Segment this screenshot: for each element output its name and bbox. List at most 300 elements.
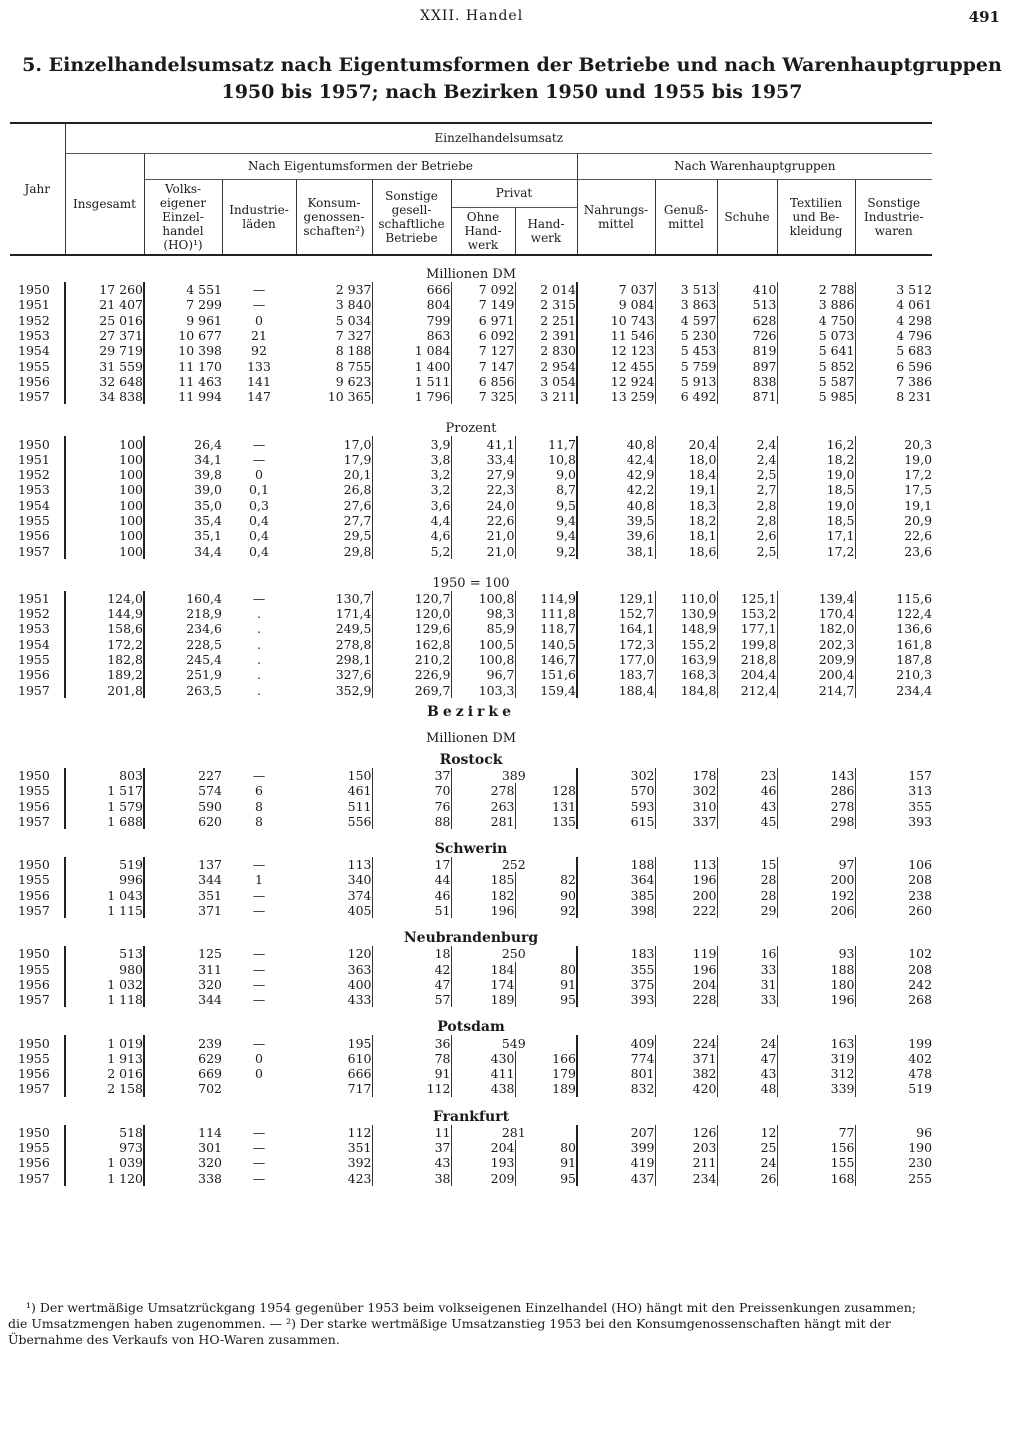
value-cell: 226,9 <box>372 667 451 682</box>
value-cell: 140,5 <box>515 637 577 652</box>
value-cell: 337 <box>655 814 717 829</box>
year-cell: 1955 <box>18 961 50 977</box>
year-cell: 1956 <box>18 1066 50 1082</box>
value-cell: 2,7 <box>717 482 777 497</box>
value-cell: 163,9 <box>655 652 717 667</box>
value-cell: 1 796 <box>372 389 451 404</box>
value-cell: 24 <box>717 1155 777 1170</box>
value-cell: 126 <box>655 1125 717 1140</box>
region-name-row <box>10 746 932 768</box>
value-cell: 98,3 <box>451 606 515 621</box>
value-cell: 352,9 <box>335 682 372 698</box>
header-sonstige-gesell: Sonstige gesell-schaftliche Betriebe <box>372 179 451 255</box>
value-cell: 29 719 <box>65 343 144 358</box>
value-cell: 209,9 <box>777 652 855 667</box>
value-cell: 3 513 <box>655 282 717 297</box>
value-cell: 298 <box>777 814 855 829</box>
year-cell: 1950 <box>18 857 50 873</box>
value-cell: 17,2 <box>855 467 932 482</box>
value-cell: 355 <box>855 798 932 813</box>
value-cell: 29,8 <box>343 543 372 559</box>
value-cell: 5 641 <box>777 343 855 358</box>
value-cell: 199,8 <box>717 637 777 652</box>
value-cell: 2,4 <box>717 452 777 467</box>
value-cell: 319 <box>777 1051 855 1066</box>
value-cell: 3,2 <box>372 482 451 497</box>
value-cell: 7 147 <box>451 358 515 373</box>
value-cell: 610 <box>347 1050 372 1066</box>
value-cell: 1 084 <box>372 343 451 358</box>
value-cell: 263 <box>451 798 515 813</box>
value-cell: 518 <box>65 1125 144 1140</box>
year-cell: 1956 <box>18 1155 50 1171</box>
value-cell: 549 <box>451 1035 577 1050</box>
value-cell: 393 <box>855 814 932 829</box>
value-cell: 29 <box>717 903 777 918</box>
year-cell: 1957 <box>18 813 50 829</box>
table-row <box>10 798 932 813</box>
value-cell: 2 830 <box>515 343 577 358</box>
value-cell: 112 <box>372 1081 451 1096</box>
value-cell: 151,6 <box>515 667 577 682</box>
value-cell: 96 <box>855 1125 932 1140</box>
value-cell: 158,6 <box>65 621 144 636</box>
value-cell: 76 <box>372 798 451 813</box>
value-cell: 18,3 <box>655 498 717 513</box>
value-cell: 10,8 <box>515 452 577 467</box>
value-cell: . <box>257 606 261 622</box>
value-cell: 12 <box>717 1125 777 1140</box>
value-cell: 8 <box>255 813 263 829</box>
value-cell: . <box>257 682 261 698</box>
value-cell: 182 <box>451 888 515 903</box>
value-cell: 774 <box>577 1051 655 1066</box>
table-row <box>10 946 932 961</box>
value-cell: 185 <box>451 872 515 887</box>
value-cell: 189 <box>451 992 515 1007</box>
value-cell: 27,9 <box>451 467 515 482</box>
table-row <box>10 482 932 497</box>
value-cell: 6 <box>255 783 263 799</box>
value-cell: 311 <box>144 962 222 977</box>
year-cell: 1950 <box>18 282 50 298</box>
value-cell: 7 386 <box>855 374 932 389</box>
value-cell: 38 <box>372 1170 451 1185</box>
value-cell: 6 971 <box>451 313 515 328</box>
value-cell: 47 <box>717 1051 777 1066</box>
table-row <box>10 358 932 373</box>
value-cell: 1 019 <box>65 1035 144 1050</box>
value-cell: 419 <box>577 1155 655 1170</box>
value-cell: 11 463 <box>144 374 222 389</box>
year-cell: 1956 <box>18 887 50 903</box>
section-label-row <box>10 565 932 591</box>
value-cell: 1 400 <box>372 358 451 373</box>
value-cell: 513 <box>717 297 777 312</box>
table-row <box>10 1066 932 1081</box>
table-row <box>10 1051 932 1066</box>
value-cell: 147 <box>247 389 271 405</box>
value-cell: 28 <box>717 872 777 887</box>
value-cell: 125,1 <box>717 591 777 606</box>
value-cell: 620 <box>144 814 222 829</box>
value-cell: 35,4 <box>144 513 222 528</box>
value-cell: 23 <box>717 768 777 783</box>
value-cell: 57 <box>372 992 451 1007</box>
value-cell: — <box>252 282 266 298</box>
value-cell: 19,0 <box>777 498 855 513</box>
value-cell: — <box>252 1140 266 1156</box>
value-cell: 24,0 <box>451 498 515 513</box>
value-cell: 180 <box>777 977 855 992</box>
value-cell: 996 <box>65 872 144 887</box>
region-name: Rostock <box>439 751 503 768</box>
value-cell: 120,7 <box>372 591 451 606</box>
value-cell: 242 <box>855 977 932 992</box>
header-industrieladen: Industrie-läden <box>222 179 296 255</box>
value-cell: 433 <box>347 992 372 1008</box>
value-cell: 100 <box>65 528 144 543</box>
value-cell: 155 <box>777 1155 855 1170</box>
value-cell: 211 <box>655 1155 717 1170</box>
value-cell: 399 <box>577 1140 655 1155</box>
value-cell: 18,4 <box>655 467 717 482</box>
value-cell: 188 <box>777 962 855 977</box>
value-cell: 8 188 <box>335 343 372 359</box>
value-cell: 120,0 <box>372 606 451 621</box>
value-cell: 405 <box>347 903 372 919</box>
value-cell: 629 <box>144 1051 222 1066</box>
value-cell: 519 <box>855 1081 932 1096</box>
value-cell: 34,1 <box>144 452 222 467</box>
value-cell: 19,0 <box>855 452 932 467</box>
value-cell: 364 <box>577 872 655 887</box>
value-cell: 228 <box>655 992 717 1007</box>
value-cell: 278 <box>777 798 855 813</box>
region-name-row <box>10 1013 932 1035</box>
value-cell: 3 512 <box>855 282 932 297</box>
value-cell: 402 <box>855 1051 932 1066</box>
value-cell: 4 061 <box>855 297 932 312</box>
table-row <box>10 637 932 652</box>
table-row <box>10 513 932 528</box>
value-cell: 4 298 <box>855 313 932 328</box>
value-cell: 6 092 <box>451 328 515 343</box>
value-cell: 196 <box>777 992 855 1007</box>
value-cell: 43 <box>372 1155 451 1170</box>
value-cell: — <box>252 992 266 1008</box>
value-cell: 122,4 <box>855 606 932 621</box>
value-cell: 302 <box>577 768 655 783</box>
value-cell: 278,8 <box>335 636 372 652</box>
value-cell: 184 <box>451 962 515 977</box>
table-row <box>10 977 932 992</box>
value-cell: 129,6 <box>372 621 451 636</box>
table-row <box>10 498 932 513</box>
value-cell: 281 <box>451 814 515 829</box>
value-cell: 45 <box>717 814 777 829</box>
year-cell: 1953 <box>18 482 50 498</box>
table-row <box>10 467 932 482</box>
year-cell: 1952 <box>18 606 50 622</box>
value-cell: 2,5 <box>717 467 777 482</box>
value-cell: 22,6 <box>855 528 932 543</box>
year-cell: 1950 <box>18 436 50 452</box>
bezirke-unit-row <box>10 720 932 746</box>
value-cell: 188 <box>577 857 655 872</box>
value-cell: 398 <box>577 903 655 918</box>
value-cell: 97 <box>777 857 855 872</box>
value-cell: 178 <box>655 768 717 783</box>
value-cell: 212,4 <box>717 683 777 698</box>
value-cell: 803 <box>65 768 144 783</box>
value-cell: 182,8 <box>65 652 144 667</box>
year-cell: 1957 <box>18 1081 50 1097</box>
value-cell: 207 <box>577 1125 655 1140</box>
value-cell: 1 039 <box>65 1155 144 1170</box>
value-cell: 980 <box>65 962 144 977</box>
value-cell: 234,6 <box>144 621 222 636</box>
value-cell: 171,4 <box>335 606 372 622</box>
header-sonstige-ind: Sonstige Industrie-waren <box>855 179 932 255</box>
year-cell: 1955 <box>18 1050 50 1066</box>
value-cell: 351 <box>347 1140 372 1156</box>
value-cell: 3,6 <box>372 498 451 513</box>
table-row <box>10 389 932 404</box>
value-cell: 278 <box>451 783 515 798</box>
value-cell: 3,8 <box>372 452 451 467</box>
value-cell: 374 <box>347 887 372 903</box>
value-cell: 196 <box>655 962 717 977</box>
value-cell: 375 <box>577 977 655 992</box>
value-cell: 628 <box>717 313 777 328</box>
value-cell: 172,2 <box>65 637 144 652</box>
value-cell: 188,4 <box>577 683 655 698</box>
value-cell: 8 755 <box>335 358 372 374</box>
table-row <box>10 1170 932 1185</box>
value-cell: 7 092 <box>451 282 515 297</box>
year-cell: 1952 <box>18 467 50 483</box>
value-cell: 263,5 <box>144 683 222 698</box>
value-cell: 222 <box>655 903 717 918</box>
value-cell: 20,1 <box>343 467 372 483</box>
value-cell: 70 <box>372 783 451 798</box>
value-cell: 17 <box>372 857 451 872</box>
value-cell: 4 597 <box>655 313 717 328</box>
value-cell: 371 <box>144 903 222 918</box>
value-cell: 163 <box>777 1035 855 1050</box>
value-cell: 339 <box>777 1081 855 1096</box>
year-cell: 1956 <box>18 373 50 389</box>
year-cell: 1955 <box>18 872 50 888</box>
table-row <box>10 297 932 312</box>
value-cell: 18,2 <box>777 452 855 467</box>
value-cell: 144,9 <box>65 606 144 621</box>
value-cell: 124,0 <box>65 591 144 606</box>
value-cell: 153,2 <box>717 606 777 621</box>
header-nach-waren: Nach Warenhauptgruppen <box>577 153 932 179</box>
value-cell: 18 <box>372 946 451 961</box>
value-cell: 5 913 <box>655 374 717 389</box>
value-cell: — <box>252 590 266 606</box>
table-row <box>10 783 932 798</box>
value-cell: — <box>252 1035 266 1051</box>
year-cell: 1955 <box>18 783 50 799</box>
value-cell: 35,1 <box>144 528 222 543</box>
value-cell: 666 <box>347 1066 372 1082</box>
value-cell: 5 073 <box>777 328 855 343</box>
value-cell: 302 <box>655 783 717 798</box>
value-cell: 179 <box>515 1066 577 1081</box>
value-cell: 717 <box>347 1081 372 1097</box>
value-cell: 0 <box>255 312 263 328</box>
page-number: 491 <box>968 8 1000 26</box>
value-cell: 804 <box>372 297 451 312</box>
value-cell: 33 <box>717 962 777 977</box>
value-cell: 9,5 <box>515 498 577 513</box>
value-cell: 15 <box>717 857 777 872</box>
value-cell: 2 954 <box>515 358 577 373</box>
value-cell: 155,2 <box>655 637 717 652</box>
year-cell: 1950 <box>18 1124 50 1140</box>
table-row <box>10 374 932 389</box>
value-cell: 11 170 <box>144 358 222 373</box>
value-cell: 666 <box>372 282 451 297</box>
section-label-row <box>10 255 932 282</box>
value-cell: 260 <box>855 903 932 918</box>
value-cell: 13 259 <box>577 389 655 404</box>
value-cell: 3 054 <box>515 374 577 389</box>
value-cell: 139,4 <box>777 591 855 606</box>
value-cell: 410 <box>717 282 777 297</box>
value-cell: 382 <box>655 1066 717 1081</box>
section-title: XXII. Handel <box>420 8 524 24</box>
value-cell: 184,8 <box>655 683 717 698</box>
value-cell: 193 <box>451 1155 515 1170</box>
value-cell: 344 <box>144 992 222 1007</box>
value-cell: 100 <box>65 452 144 467</box>
value-cell: 106 <box>855 857 932 872</box>
year-cell: 1950 <box>18 946 50 962</box>
value-cell: 11 994 <box>144 389 222 404</box>
value-cell: 166 <box>515 1051 577 1066</box>
value-cell: 423 <box>347 1170 372 1186</box>
value-cell: 0,4 <box>249 543 269 559</box>
value-cell: 17,9 <box>343 451 372 467</box>
value-cell: 203 <box>655 1140 717 1155</box>
value-cell: 22,3 <box>451 482 515 497</box>
value-cell: 312 <box>777 1066 855 1081</box>
value-cell: 172,3 <box>577 637 655 652</box>
value-cell: — <box>252 961 266 977</box>
value-cell: 5 453 <box>655 343 717 358</box>
value-cell: 9 084 <box>577 297 655 312</box>
value-cell: 32 648 <box>65 374 144 389</box>
value-cell: 3 840 <box>335 297 372 313</box>
value-cell: — <box>252 767 266 783</box>
value-cell: 208 <box>855 962 932 977</box>
spacer-cell <box>10 1186 932 1192</box>
value-cell: 85,9 <box>451 621 515 636</box>
value-cell: 7 325 <box>451 389 515 404</box>
value-cell: 20,3 <box>855 436 932 451</box>
value-cell: 200,4 <box>777 667 855 682</box>
value-cell: 77 <box>777 1125 855 1140</box>
region-name-row <box>10 835 932 857</box>
value-cell: 204 <box>655 977 717 992</box>
value-cell: 2 158 <box>65 1081 144 1096</box>
value-cell: 37 <box>372 768 451 783</box>
value-cell: 16 <box>717 946 777 961</box>
value-cell: 100 <box>65 513 144 528</box>
value-cell: 17,2 <box>777 543 855 558</box>
value-cell: 298,1 <box>335 652 372 668</box>
value-cell: — <box>252 887 266 903</box>
value-cell: 201,8 <box>65 683 144 698</box>
value-cell: 136,6 <box>855 621 932 636</box>
value-cell: 519 <box>65 857 144 872</box>
value-cell: 832 <box>577 1081 655 1096</box>
value-cell: 5 230 <box>655 328 717 343</box>
value-cell: 4 551 <box>144 282 222 297</box>
value-cell: 51 <box>372 903 451 918</box>
value-cell: 21,0 <box>451 528 515 543</box>
value-cell: 150 <box>347 767 372 783</box>
value-cell: 34 838 <box>65 389 144 404</box>
value-cell: 135 <box>515 814 577 829</box>
spacer-row <box>10 1186 932 1192</box>
value-cell: 177,0 <box>577 652 655 667</box>
bezirke-heading-row <box>10 704 932 720</box>
value-cell: — <box>252 1124 266 1140</box>
value-cell: 16,2 <box>777 436 855 451</box>
value-cell: 93 <box>777 946 855 961</box>
value-cell: 389 <box>451 768 577 783</box>
value-cell: 33,4 <box>451 452 515 467</box>
table-row <box>10 1140 932 1155</box>
value-cell: 2 788 <box>777 282 855 297</box>
value-cell: 27,7 <box>343 513 372 528</box>
value-cell: 38,1 <box>577 543 655 558</box>
value-cell: 10 743 <box>577 313 655 328</box>
value-cell: . <box>257 652 261 668</box>
value-cell: 10 398 <box>144 343 222 358</box>
value-cell: 2,4 <box>717 436 777 451</box>
value-cell: 340 <box>347 872 372 888</box>
value-cell: 327,6 <box>335 667 372 683</box>
value-cell: 320 <box>144 977 222 992</box>
value-cell: 17,1 <box>777 528 855 543</box>
value-cell: 12 123 <box>577 343 655 358</box>
value-cell: 39,6 <box>577 528 655 543</box>
value-cell: 344 <box>144 872 222 887</box>
value-cell: 1 688 <box>65 814 144 829</box>
value-cell: 39,0 <box>144 482 222 497</box>
value-cell: 91 <box>515 977 577 992</box>
value-cell: 190 <box>855 1140 932 1155</box>
value-cell: 2 315 <box>515 297 577 312</box>
table-row <box>10 591 932 606</box>
value-cell: — <box>252 297 266 313</box>
value-cell: 206 <box>777 903 855 918</box>
value-cell: 11 546 <box>577 328 655 343</box>
value-cell: 7 149 <box>451 297 515 312</box>
year-cell: 1957 <box>18 543 50 559</box>
value-cell: 130,7 <box>335 590 372 606</box>
header-genussmittel: Genuß-mittel <box>655 179 717 255</box>
title-line-2: 1950 bis 1957; nach Bezirken 1950 und 1955 bis 1957 <box>221 81 803 103</box>
year-cell: 1957 <box>18 903 50 919</box>
